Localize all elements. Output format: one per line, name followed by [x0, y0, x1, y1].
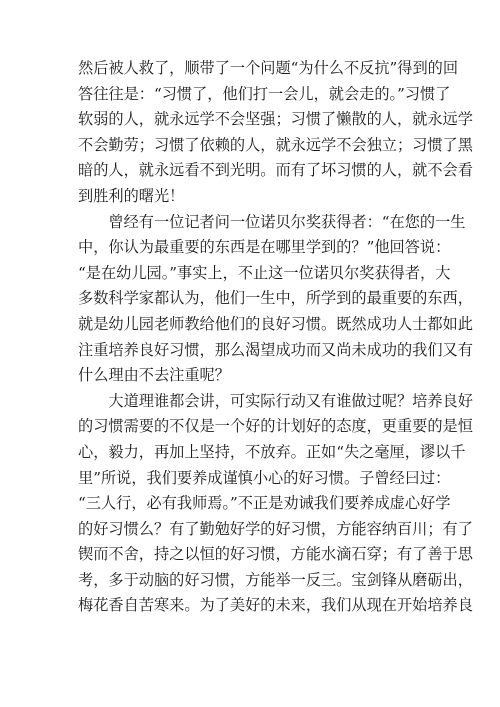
text-line: 答往往是：“习惯了，他们打一会儿，就会走的。”习惯了 [78, 84, 451, 103]
paragraph-1 [78, 56, 473, 210]
text-line: 梅花香自苦寒来。为了美好的未来，我们从现在开始培养良 [78, 596, 473, 615]
paragraph-3 [78, 389, 473, 619]
text-line: 然后被人救了，顺带了一个问题“为什么不反抗”得到的回 [78, 59, 459, 77]
text-line: 曾经有一位记者问一位诺贝尔奖获得者：“在您的一生 [78, 212, 466, 231]
text-line: “三人行，必有我师焉。”不正是劝诫我们要养成虚心好学 [78, 494, 451, 513]
text-line: 什么理由不去注重呢？ [78, 366, 230, 385]
text-line: 软弱的人，就永远学不会坚强；习惯了懒散的人，就永远学 [78, 110, 473, 129]
text-line: 到胜利的曙光！ [78, 186, 185, 205]
text-line: 锲而不舍，持之以恒的好习惯，方能水滴石穿；有了善于思 [78, 545, 473, 564]
text-line: 的习惯需要的不仅是一个好的计划好的态度，更重要的是恒 [78, 417, 473, 436]
text-line: 不会勤劳；习惯了依赖的人，就永远学不会独立；习惯了黑 [78, 135, 473, 154]
text-line: 注重培养良好习惯，那么渴望成功而又尚未成功的我们又有 [78, 340, 473, 359]
text-line: 的好习惯么？有了勤勉好学的好习惯，方能容纳百川；有了 [78, 519, 473, 538]
document-body [78, 56, 473, 619]
text-line: 里”所说，我们要养成谨慎小心的好习惯。子曾经曰过： [78, 468, 451, 487]
text-line: 心，毅力，再加上坚持，不放弃。正如“失之毫厘，谬以千 [78, 442, 466, 461]
text-line: 考，多于动脑的好习惯，方能举一反三。宝剑锋从磨砺出， [78, 570, 473, 589]
text-line: “是在幼儿园。”事实上，不止这一位诺贝尔奖获得者，大 [78, 263, 451, 282]
text-line: 暗的人，就永远看不到光明。而有了坏习惯的人，就不会看 [78, 161, 473, 180]
text-line: 大道理谁都会讲，可实际行动又有谁做过呢？培养良好 [78, 391, 473, 410]
paragraph-2 [78, 210, 473, 389]
text-line: 多数科学家都认为，他们一生中，所学到的最重要的东西， [78, 289, 473, 308]
text-line: 中，你认为最重要的东西是在哪里学到的？”他回答说： [78, 238, 451, 257]
text-line: 就是幼儿园老师教给他们的良好习惯。既然成功人士都如此 [78, 314, 473, 333]
